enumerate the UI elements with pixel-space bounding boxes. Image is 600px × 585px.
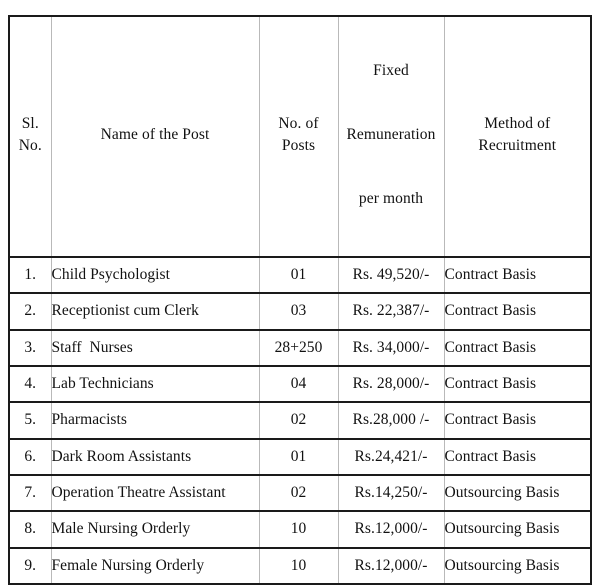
column-header-method-of-recruitment-line-2: Recruitment bbox=[478, 136, 557, 154]
cell-fixed-remuneration: Rs. 22,387/- bbox=[338, 293, 444, 329]
cell-name-of-post: Staff Nurses bbox=[51, 330, 259, 366]
cell-name-of-post: Male Nursing Orderly bbox=[51, 511, 259, 547]
cell-name-of-post: Operation Theatre Assistant bbox=[51, 475, 259, 511]
cell-fixed-remuneration: Rs.12,000/- bbox=[338, 511, 444, 547]
table-header-row bbox=[9, 16, 591, 257]
cell-no-of-posts: 10 bbox=[259, 548, 338, 584]
cell-fixed-remuneration: Rs. 34,000/- bbox=[338, 330, 444, 366]
cell-sl-no: 3. bbox=[9, 330, 51, 366]
table-row bbox=[9, 548, 591, 584]
table-row bbox=[9, 257, 591, 293]
cell-method-of-recruitment: Contract Basis bbox=[444, 366, 591, 402]
column-header-sl-no-line-2: No. bbox=[18, 136, 42, 154]
cell-sl-no: 7. bbox=[9, 475, 51, 511]
cell-no-of-posts: 01 bbox=[259, 257, 338, 293]
table-row bbox=[9, 475, 591, 511]
cell-method-of-recruitment: Outsourcing Basis bbox=[444, 548, 591, 584]
cell-name-of-post: Child Psychologist bbox=[51, 257, 259, 293]
cell-method-of-recruitment: Outsourcing Basis bbox=[444, 511, 591, 547]
cell-method-of-recruitment: Contract Basis bbox=[444, 330, 591, 366]
cell-name-of-post: Female Nursing Orderly bbox=[51, 548, 259, 584]
cell-no-of-posts: 10 bbox=[259, 511, 338, 547]
cell-sl-no: 1. bbox=[9, 257, 51, 293]
cell-no-of-posts: 02 bbox=[259, 402, 338, 438]
cell-fixed-remuneration: Rs. 28,000/- bbox=[338, 366, 444, 402]
table-row bbox=[9, 511, 591, 547]
table-row bbox=[9, 439, 591, 475]
cell-method-of-recruitment: Contract Basis bbox=[444, 402, 591, 438]
column-header-sl-no bbox=[9, 16, 51, 257]
table-row bbox=[9, 293, 591, 329]
table-row bbox=[9, 330, 591, 366]
table-row bbox=[9, 402, 591, 438]
cell-no-of-posts: 01 bbox=[259, 439, 338, 475]
cell-sl-no: 5. bbox=[9, 402, 51, 438]
column-header-method-of-recruitment bbox=[444, 16, 591, 257]
cell-sl-no: 8. bbox=[9, 511, 51, 547]
table-body bbox=[9, 257, 591, 584]
cell-sl-no: 2. bbox=[9, 293, 51, 329]
column-header-fixed-remuneration-line-3: per month bbox=[358, 190, 424, 207]
cell-no-of-posts: 03 bbox=[259, 293, 338, 329]
column-header-name-of-post bbox=[51, 16, 259, 257]
cell-name-of-post: Receptionist cum Clerk bbox=[51, 293, 259, 329]
cell-fixed-remuneration: Rs.12,000/- bbox=[338, 548, 444, 584]
column-header-no-of-posts-line-1: No. of bbox=[278, 115, 319, 133]
cell-sl-no: 9. bbox=[9, 548, 51, 584]
cell-fixed-remuneration: Rs. 49,520/- bbox=[338, 257, 444, 293]
column-header-no-of-posts bbox=[259, 16, 338, 257]
cell-method-of-recruitment: Contract Basis bbox=[444, 293, 591, 329]
cell-name-of-post: Dark Room Assistants bbox=[51, 439, 259, 475]
column-header-fixed-remuneration bbox=[338, 16, 444, 257]
table-header bbox=[9, 16, 591, 257]
cell-sl-no: 6. bbox=[9, 439, 51, 475]
cell-fixed-remuneration: Rs.14,250/- bbox=[338, 475, 444, 511]
cell-no-of-posts: 28+250 bbox=[259, 330, 338, 366]
table-row bbox=[9, 366, 591, 402]
column-header-method-of-recruitment-line-1: Method of bbox=[484, 115, 551, 133]
cell-name-of-post: Pharmacists bbox=[51, 402, 259, 438]
cell-method-of-recruitment: Contract Basis bbox=[444, 439, 591, 475]
cell-fixed-remuneration: Rs.24,421/- bbox=[338, 439, 444, 475]
column-header-no-of-posts-line-2: Posts bbox=[281, 136, 316, 154]
cell-fixed-remuneration: Rs.28,000 /- bbox=[338, 402, 444, 438]
column-header-fixed-remuneration-line-2: Remuneration bbox=[346, 125, 436, 143]
cell-no-of-posts: 02 bbox=[259, 475, 338, 511]
cell-name-of-post: Lab Technicians bbox=[51, 366, 259, 402]
column-header-name-of-post-line-1: Name of the Post bbox=[100, 125, 210, 143]
cell-no-of-posts: 04 bbox=[259, 366, 338, 402]
cell-sl-no: 4. bbox=[9, 366, 51, 402]
column-header-sl-no-line-1: Sl. bbox=[21, 115, 39, 133]
recruitment-post-table bbox=[8, 15, 592, 585]
column-header-fixed-remuneration-line-1: Fixed bbox=[373, 61, 409, 79]
cell-method-of-recruitment: Outsourcing Basis bbox=[444, 475, 591, 511]
cell-method-of-recruitment: Contract Basis bbox=[444, 257, 591, 293]
